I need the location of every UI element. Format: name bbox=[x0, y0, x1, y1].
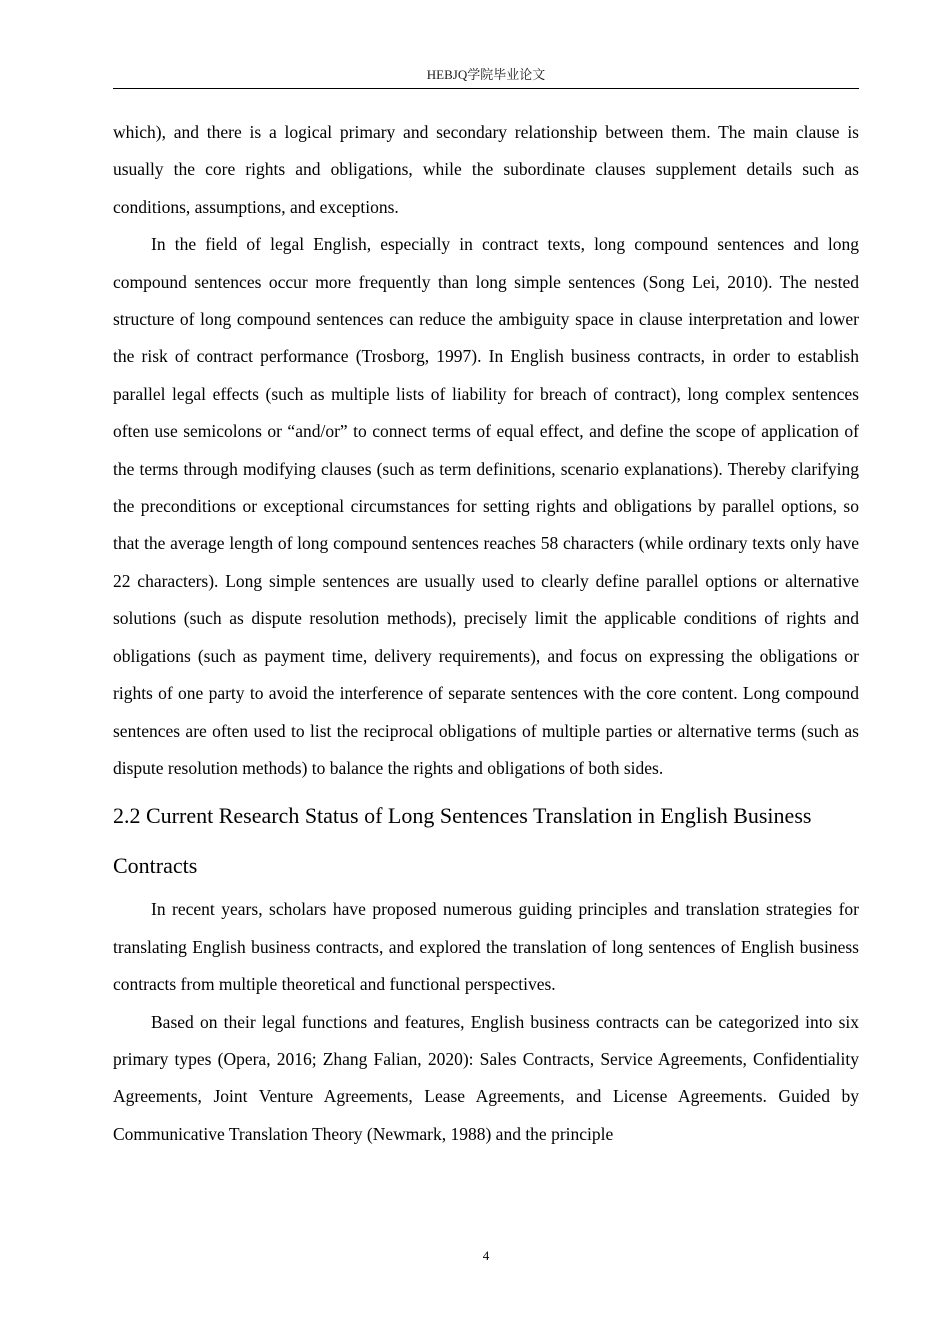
paragraph-contract-types: Based on their legal functions and features, English business contracts can be categorized into six primary types (Opera, 2016; Zhang Falian, 2020): Sales Contracts, Service Agreements, Confidentiality Agreements, Joint Venture Agreements, Lease Agreements, and License Agreements. Guided by Communicative Translation Theory (Newmark, 1988) and the principle bbox=[113, 1011, 859, 1144]
page-number: 4 bbox=[482, 1248, 490, 1263]
section-heading: 2.2 Current Research Status of Long Sentences Translation in English Business Contracts bbox=[113, 803, 812, 879]
header-divider bbox=[113, 88, 859, 89]
page-content bbox=[113, 114, 859, 1153]
paragraph-legal-english: In the field of legal English, especially in contract texts, long compound sentences and long compound sentences occur more frequently than long simple sentences (Song Lei, 2010). The nested structure of long compound sentences can reduce the ambiguity space in clause interpretation and lower the risk of contract performance (Trosborg, 1997). In English business contracts, in order to establish parallel legal effects (such as multiple lists of liability for breach of contract), long complex sentences often use semicolons or “and/or” to connect terms of equal effect, and define the scope of application of the terms through modifying clauses (such as term definitions, scenario explanations). Thereby clarifying the preconditions or exceptional circumstances for setting rights and obligations by parallel options, so that the average length of long compound sentences reaches 58 characters (while ordinary texts only have 22 characters). Long simple sentences are usually used to clearly define parallel options or alternative solutions (such as dispute resolution methods), precisely limit the applicable conditions of rights and obligations (such as payment time, delivery requirements), and focus on expressing the obligations or rights of one party to avoid the interference of separate sentences with the core content. Long compound sentences are often used to list the reciprocal obligations of multiple parties or alternative terms (such as dispute resolution methods) to balance the rights and obligations of both sides. bbox=[113, 234, 859, 778]
paragraph-recent-years: In recent years, scholars have proposed numerous guiding principles and translation strategies for translating English business contracts, and explored the translation of long sentences of English business contracts from multiple theoretical and functional perspectives. bbox=[113, 899, 859, 995]
paragraph-continuation: which), and there is a logical primary and secondary relationship between them. The main clause is usually the core rights and obligations, while the subordinate clauses supplement details such as conditions, assumptions, and exceptions. bbox=[113, 122, 859, 217]
running-header: HEBJQ学院毕业论文 bbox=[426, 67, 546, 82]
